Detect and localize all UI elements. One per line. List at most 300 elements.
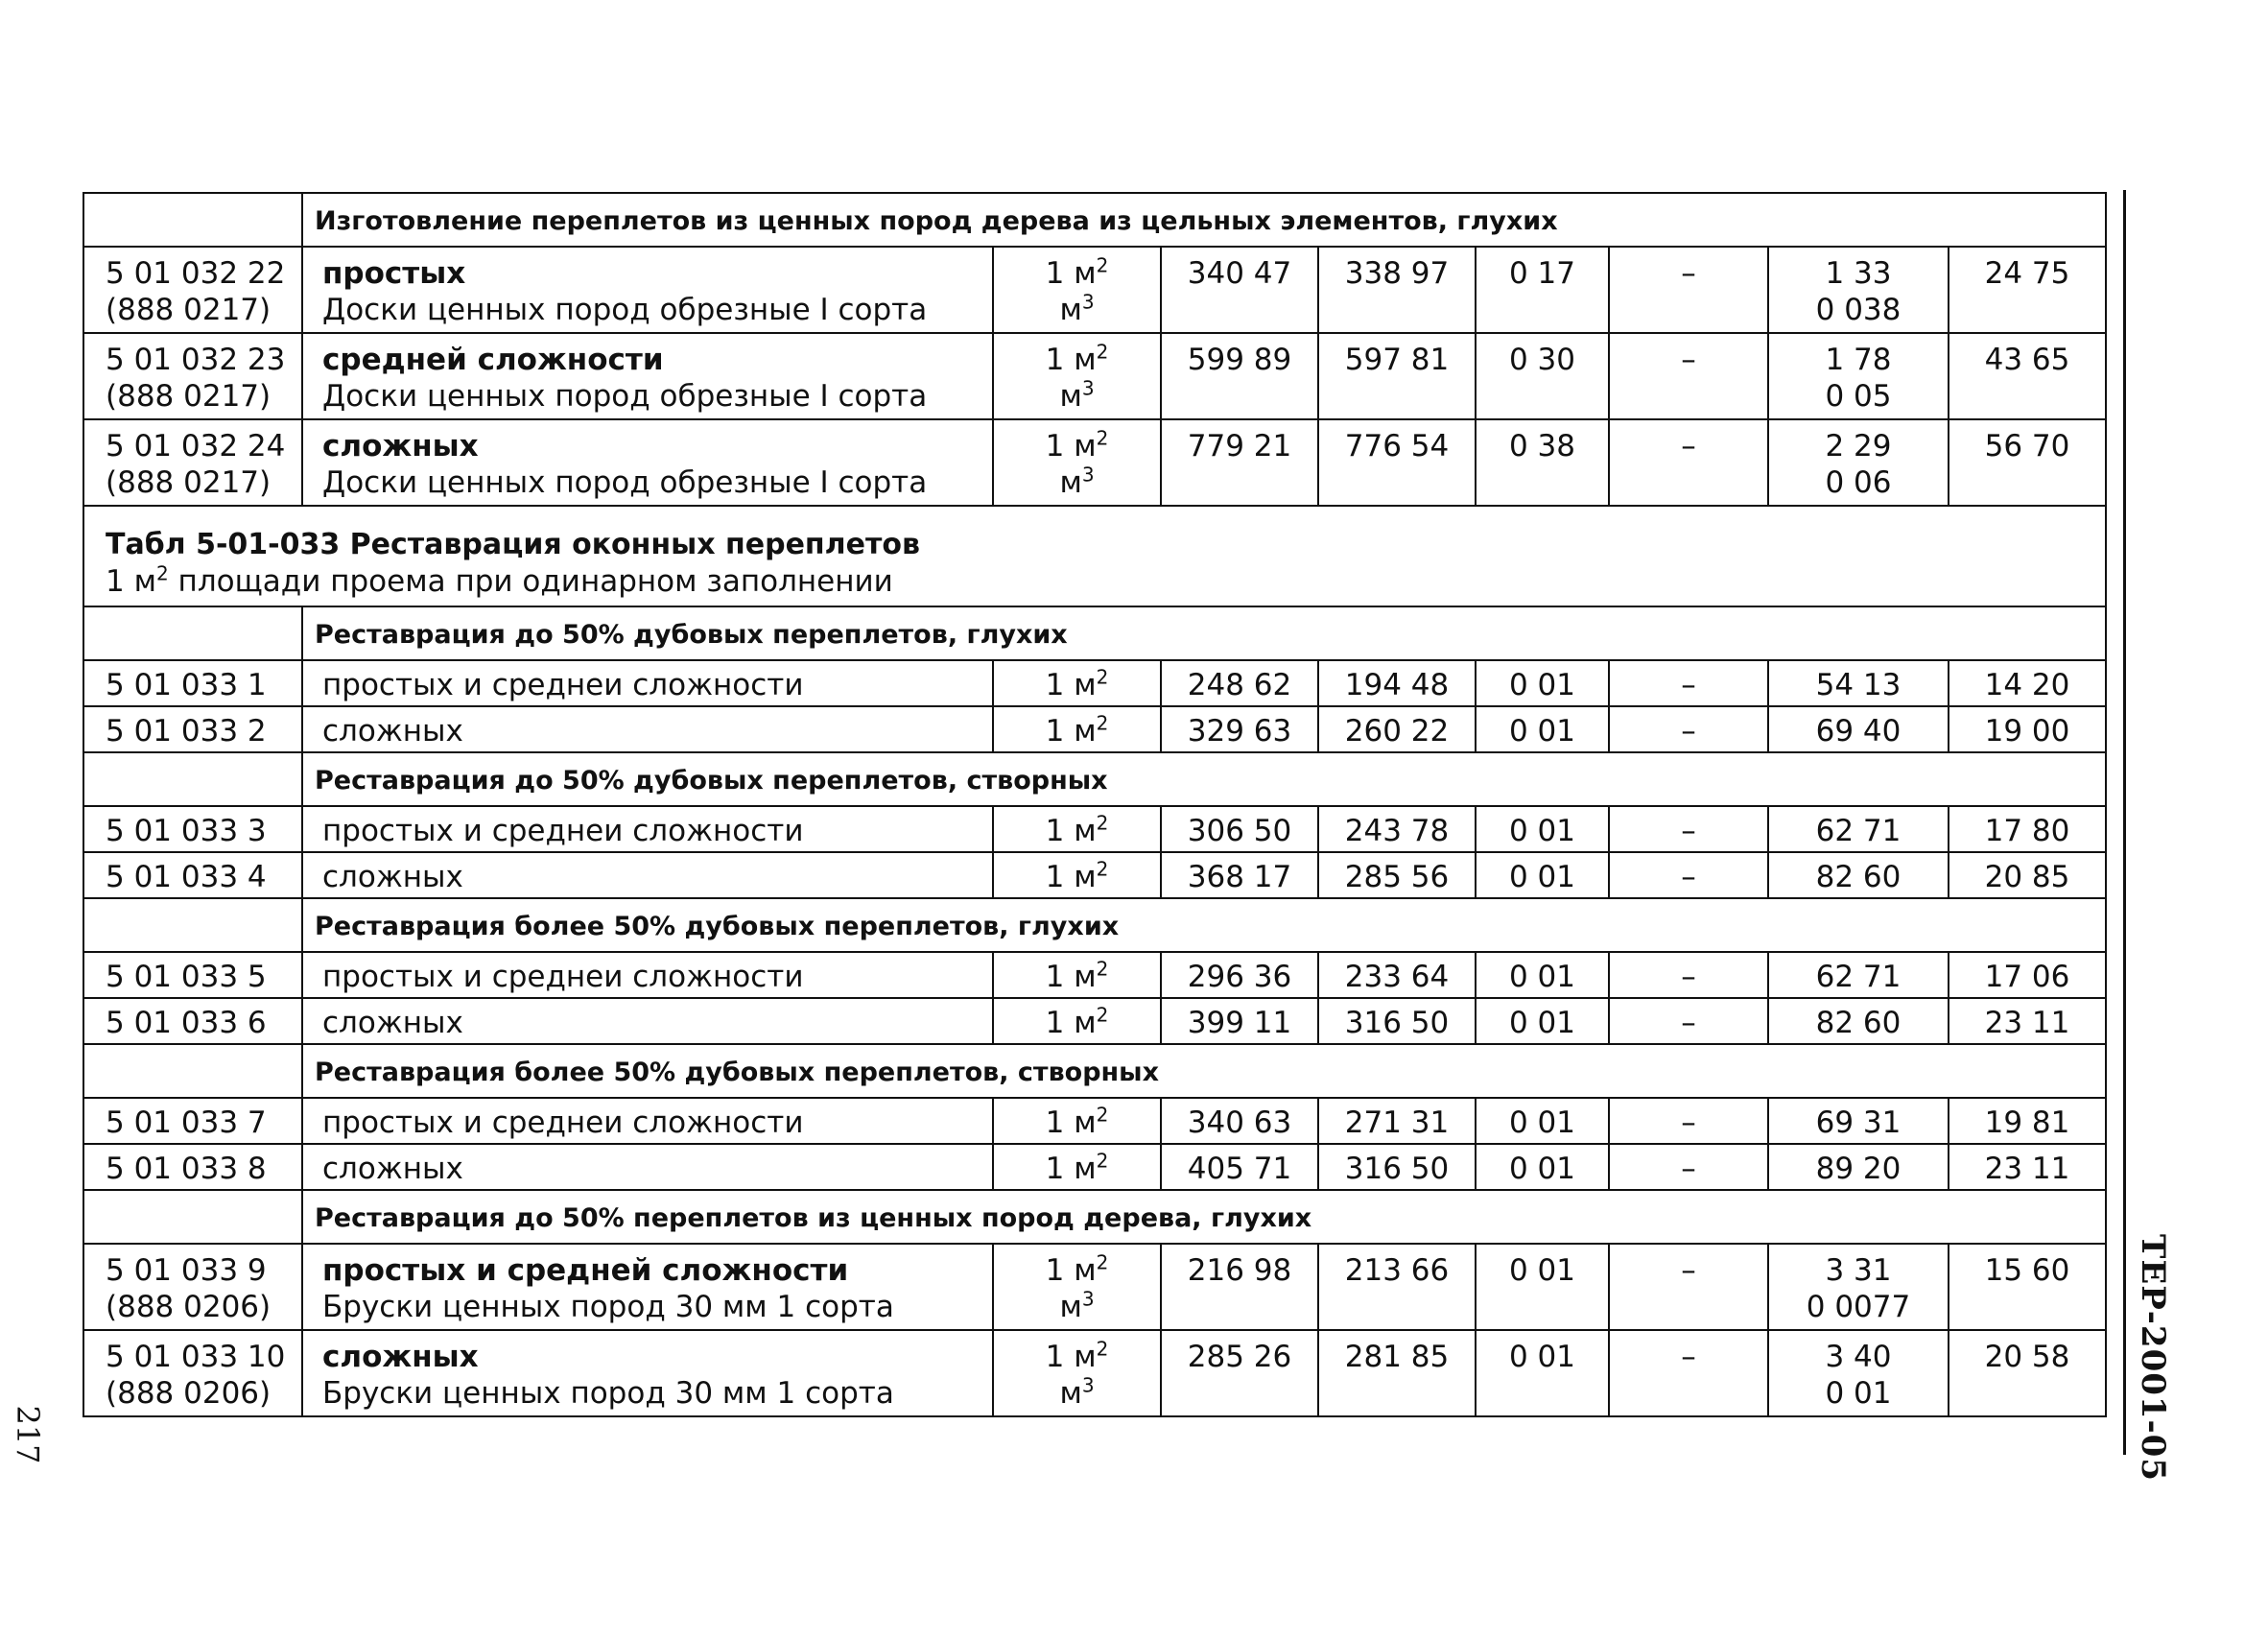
row-value-v4: – [1681,256,1696,291]
row-value-v2: 285 56 [1344,860,1450,894]
table-subtitle-exponent: 2 [155,561,169,585]
row-unit: 1 м [1045,256,1097,291]
row-value-v2-cell [1318,1144,1476,1190]
row-value-v4: – [1681,1105,1696,1140]
row-value-v2-cell [1318,806,1476,852]
group-header [302,1044,2106,1098]
table-row [83,1330,2106,1416]
row-value-v4-cell [1609,706,1768,752]
group-header-text: Реставрация до 50% переплетов из ценных пород дерева, глухих [315,1203,1312,1233]
row-code-cell [83,247,302,333]
row-value-v3: 0 01 [1508,1152,1576,1186]
row-value-v5: 3 40 [1825,1340,1892,1374]
row-code-cell [83,952,302,998]
row-value-v3-cell [1476,247,1609,333]
row-name: средней сложности [322,343,664,377]
row-value-v1: 340 63 [1187,1105,1292,1140]
row-value-v1: 599 89 [1187,343,1292,377]
row-value-v5-cell [1768,806,1949,852]
document-code-text: ТЕР-2001-05 [2134,1234,2172,1482]
row-unit-exponent: 2 [1096,1337,1109,1361]
row-code: 5 01 033 3 [106,814,267,848]
row-value-v2-cell [1318,660,1476,706]
row-value-v2-cell [1318,333,1476,419]
row-unit-cell [993,852,1161,898]
row-value-v3: 0 01 [1508,814,1576,848]
row-value-v6-cell [1949,1098,2106,1144]
row-unit-exponent: 2 [1096,711,1109,735]
row-unit-exponent: 2 [1096,665,1109,689]
group-header [302,193,2106,247]
row-value-v6: 17 80 [1984,814,2070,848]
row-value-v3-cell [1476,998,1609,1044]
row-value-v6-cell [1949,1244,2106,1330]
row-value-v5: 3 31 [1825,1253,1892,1288]
row-value-v4: – [1681,429,1696,463]
row-name: сложных [322,429,479,463]
group-header-code-cell [83,1044,302,1098]
row-value-v6-cell [1949,1330,2106,1416]
row-code-cell [83,660,302,706]
row-value-v4: – [1681,1253,1696,1288]
row-value-v4: – [1681,960,1696,994]
row-value-v5-material: 0 0077 [1806,1290,1911,1324]
row-value-v4: – [1681,1152,1696,1186]
row-value-v1: 285 26 [1187,1340,1292,1374]
row-value-v5: 62 71 [1815,960,1902,994]
row-value-v3-cell [1476,806,1609,852]
row-unit: 1 м [1045,960,1097,994]
row-value-v6-cell [1949,806,2106,852]
row-unit: 1 м [1045,429,1097,463]
row-value-v5-cell [1768,1144,1949,1190]
row-code: 5 01 033 6 [106,1006,267,1040]
row-name: простых и среднеи сложности [322,1105,804,1140]
row-unit-material-exponent: 3 [1081,1373,1095,1397]
row-value-v5-material: 0 038 [1815,293,1902,327]
row-material: Доски ценных пород обрезные I сорта [322,293,928,327]
row-name-cell [302,247,993,333]
row-value-v5-cell [1768,333,1949,419]
row-value-v3-cell [1476,1330,1609,1416]
row-value-v1-cell [1161,852,1318,898]
row-unit-exponent: 2 [1096,857,1109,881]
row-value-v5: 69 31 [1815,1105,1902,1140]
row-unit: 1 м [1045,1006,1097,1040]
row-value-v4-cell [1609,660,1768,706]
row-value-v2: 243 78 [1344,814,1450,848]
row-value-v5: 1 78 [1825,343,1892,377]
row-value-v3-cell [1476,1144,1609,1190]
rates-table [83,192,2107,1417]
row-value-v1-cell [1161,1098,1318,1144]
group-header-text: Реставрация до 50% дубовых переплетов, створных [315,766,1108,796]
row-unit: 1 м [1045,860,1097,894]
row-value-v1-cell [1161,806,1318,852]
row-name: сложных [322,860,463,894]
row-value-v6: 43 65 [1984,343,2070,377]
row-name: сложных [322,1152,463,1186]
row-value-v1-cell [1161,660,1318,706]
row-value-v1: 399 11 [1187,1006,1292,1040]
row-value-v1: 248 62 [1187,668,1292,702]
row-value-v6: 23 11 [1984,1006,2070,1040]
row-unit-exponent: 2 [1096,1003,1109,1027]
row-value-v4-cell [1609,1244,1768,1330]
row-value-v5-cell [1768,998,1949,1044]
group-header-text: Реставрация более 50% дубовых переплетов, глухих [315,912,1120,941]
row-code: 5 01 033 2 [106,714,267,749]
group-header-row [83,752,2106,806]
row-unit: 1 м [1045,668,1097,702]
group-header-text: Реставрация более 50% дубовых переплетов, створных [315,1058,1160,1087]
table-row [83,1244,2106,1330]
row-value-v2-cell [1318,852,1476,898]
row-code: 5 01 032 22 [106,256,286,291]
row-value-v1-cell [1161,998,1318,1044]
row-value-v3-cell [1476,706,1609,752]
page-number [4,1391,52,1478]
table-title-row [83,506,2106,606]
row-value-v6-cell [1949,852,2106,898]
row-code: 5 01 033 1 [106,668,267,702]
row-value-v4-cell [1609,952,1768,998]
row-value-v6: 14 20 [1984,668,2070,702]
row-value-v1: 368 17 [1187,860,1292,894]
table-subtitle-text: площади проема при одинарном заполнении [168,564,893,599]
row-value-v2: 316 50 [1344,1006,1450,1040]
row-code: 5 01 032 23 [106,343,286,377]
row-unit-exponent: 2 [1096,426,1109,450]
row-code: 5 01 033 8 [106,1152,267,1186]
row-unit-exponent: 2 [1096,253,1109,277]
row-name-cell [302,660,993,706]
row-value-v6: 56 70 [1984,429,2070,463]
row-value-v5-cell [1768,419,1949,506]
row-value-v3: 0 01 [1508,860,1576,894]
row-code: 5 01 033 7 [106,1105,267,1140]
row-value-v1-cell [1161,333,1318,419]
row-value-v4: – [1681,814,1696,848]
row-unit-exponent: 2 [1096,340,1109,364]
row-resource-code: (888 0206) [106,1290,272,1324]
table-row [83,419,2106,506]
row-value-v6-cell [1949,660,2106,706]
row-unit-cell [993,247,1161,333]
row-value-v5: 1 33 [1825,256,1892,291]
row-value-v2: 316 50 [1344,1152,1450,1186]
row-value-v5: 82 60 [1815,860,1902,894]
row-value-v1: 779 21 [1187,429,1292,463]
table-row [83,706,2106,752]
row-value-v4: – [1681,714,1696,749]
table-row [83,952,2106,998]
row-value-v1-cell [1161,706,1318,752]
row-unit-material: м [1059,465,1082,500]
row-unit: 1 м [1045,343,1097,377]
row-material: Бруски ценных пород 30 мм 1 сорта [322,1376,894,1411]
row-unit-material: м [1059,293,1082,327]
group-header [302,606,2106,660]
group-header-code-cell [83,752,302,806]
row-resource-code: (888 0217) [106,379,272,414]
row-value-v3-cell [1476,660,1609,706]
row-name: простых и среднеи сложности [322,668,804,702]
row-value-v1-cell [1161,247,1318,333]
row-value-v6-cell [1949,419,2106,506]
row-value-v5: 54 13 [1815,668,1902,702]
row-value-v2-cell [1318,706,1476,752]
row-value-v6: 17 06 [1984,960,2070,994]
group-header-text: Изготовление переплетов из ценных пород дерева из цельных элементов, глухих [315,206,1558,236]
row-value-v6: 20 58 [1984,1340,2070,1374]
row-value-v1-cell [1161,419,1318,506]
row-value-v3: 0 01 [1508,668,1576,702]
row-value-v4-cell [1609,1144,1768,1190]
row-unit-exponent: 2 [1096,1149,1109,1173]
row-value-v5: 82 60 [1815,1006,1902,1040]
row-value-v3-cell [1476,1098,1609,1144]
row-value-v4: – [1681,860,1696,894]
row-value-v3-cell [1476,852,1609,898]
row-value-v4-cell [1609,852,1768,898]
table-subtitle-unit: 1 м [106,564,156,599]
row-name: сложных [322,1340,479,1374]
row-value-v1: 296 36 [1187,960,1292,994]
table-subtitle [106,561,893,599]
row-code-cell [83,419,302,506]
group-header [302,1190,2106,1244]
row-value-v4: – [1681,343,1696,377]
row-value-v1: 340 47 [1187,256,1292,291]
row-value-v2: 338 97 [1344,256,1450,291]
row-unit: 1 м [1045,1253,1097,1288]
row-unit-material-exponent: 3 [1081,376,1095,400]
row-value-v2: 271 31 [1344,1105,1450,1140]
row-unit-cell [993,706,1161,752]
row-value-v2: 260 22 [1344,714,1450,749]
row-value-v2-cell [1318,247,1476,333]
row-name: сложных [322,714,463,749]
row-value-v5: 62 71 [1815,814,1902,848]
group-header-code-cell [83,898,302,952]
row-value-v3-cell [1476,1244,1609,1330]
row-value-v2-cell [1318,419,1476,506]
group-header-code-cell [83,193,302,247]
row-value-v5-cell [1768,1244,1949,1330]
row-resource-code: (888 0217) [106,293,272,327]
table-row [83,1098,2106,1144]
row-value-v2-cell [1318,1244,1476,1330]
row-unit-cell [993,1330,1161,1416]
row-name-cell [302,1244,993,1330]
row-value-v5: 89 20 [1815,1152,1902,1186]
row-unit-cell [993,1244,1161,1330]
row-value-v4-cell [1609,806,1768,852]
row-unit-material-exponent: 3 [1081,1287,1095,1311]
row-code-cell [83,1330,302,1416]
row-name-cell [302,1144,993,1190]
row-value-v3: 0 30 [1508,343,1576,377]
row-code-cell [83,333,302,419]
row-value-v2: 194 48 [1344,668,1450,702]
row-value-v2: 776 54 [1344,429,1450,463]
row-value-v6: 19 00 [1984,714,2070,749]
row-value-v4: – [1681,668,1696,702]
row-value-v4-cell [1609,419,1768,506]
row-value-v2: 213 66 [1344,1253,1450,1288]
page-number-text: 217 [10,1405,46,1464]
row-unit-cell [993,806,1161,852]
row-code: 5 01 033 4 [106,860,267,894]
group-header [302,898,2106,952]
row-code-cell [83,1244,302,1330]
row-unit-material: м [1059,1376,1082,1411]
row-material: Бруски ценных пород 30 мм 1 сорта [322,1290,894,1324]
row-code-cell [83,1098,302,1144]
row-value-v3: 0 01 [1508,960,1576,994]
row-name: простых и средней сложности [322,1253,849,1288]
row-value-v6: 20 85 [1984,860,2070,894]
row-value-v4-cell [1609,1330,1768,1416]
row-name: простых [322,256,466,291]
row-unit-material: м [1059,1290,1082,1324]
row-value-v4-cell [1609,1098,1768,1144]
row-value-v1: 405 71 [1187,1152,1292,1186]
table-title-cell [83,506,2106,606]
row-value-v3: 0 01 [1508,1253,1576,1288]
row-value-v3: 0 01 [1508,1340,1576,1374]
row-unit-exponent: 2 [1096,957,1109,981]
row-name-cell [302,706,993,752]
row-value-v3: 0 01 [1508,1105,1576,1140]
row-value-v5-cell [1768,660,1949,706]
row-value-v6: 23 11 [1984,1152,2070,1186]
row-value-v5-cell [1768,706,1949,752]
row-value-v6: 24 75 [1984,256,2070,291]
row-value-v5: 2 29 [1825,429,1892,463]
row-resource-code: (888 0206) [106,1376,272,1411]
row-unit-cell [993,1098,1161,1144]
row-value-v5: 69 40 [1815,714,1902,749]
row-value-v6-cell [1949,247,2106,333]
table-row [83,247,2106,333]
row-value-v3: 0 01 [1508,1006,1576,1040]
row-unit-exponent: 2 [1096,1103,1109,1127]
row-value-v6-cell [1949,706,2106,752]
row-unit-material-exponent: 3 [1081,463,1095,487]
table-row [83,998,2106,1044]
row-name-cell [302,419,993,506]
row-name-cell [302,998,993,1044]
row-value-v4: – [1681,1340,1696,1374]
row-value-v2: 233 64 [1344,960,1450,994]
row-value-v5-cell [1768,852,1949,898]
row-value-v3-cell [1476,419,1609,506]
row-value-v1: 329 63 [1187,714,1292,749]
row-code-cell [83,852,302,898]
row-value-v1-cell [1161,1330,1318,1416]
row-value-v6-cell [1949,952,2106,998]
row-value-v3: 0 17 [1508,256,1576,291]
row-value-v3-cell [1476,952,1609,998]
row-name-cell [302,952,993,998]
row-value-v5-cell [1768,952,1949,998]
row-value-v2-cell [1318,952,1476,998]
row-name-cell [302,333,993,419]
table-row [83,333,2106,419]
row-value-v5-cell [1768,247,1949,333]
row-value-v6: 19 81 [1984,1105,2070,1140]
group-header-code-cell [83,606,302,660]
row-unit-cell [993,998,1161,1044]
row-unit: 1 м [1045,814,1097,848]
row-value-v6-cell [1949,1144,2106,1190]
table-row [83,806,2106,852]
row-code-cell [83,806,302,852]
row-value-v4-cell [1609,998,1768,1044]
group-header [302,752,2106,806]
row-name: сложных [322,1006,463,1040]
group-header-row [83,1044,2106,1098]
row-value-v5-material: 0 01 [1825,1376,1892,1411]
row-name: простых и среднеи сложности [322,960,804,994]
row-code: 5 01 033 10 [106,1340,286,1374]
row-unit-material: м [1059,379,1082,414]
row-value-v2-cell [1318,998,1476,1044]
row-value-v5-cell [1768,1098,1949,1144]
row-material: Доски ценных пород обрезные I сорта [322,379,928,414]
group-header-row [83,898,2106,952]
row-value-v4: – [1681,1006,1696,1040]
row-unit: 1 м [1045,1105,1097,1140]
row-value-v1: 216 98 [1187,1253,1292,1288]
row-material: Доски ценных пород обрезные I сорта [322,465,928,500]
row-unit: 1 м [1045,714,1097,749]
rates-table-sheet [83,192,2105,1417]
row-value-v6-cell [1949,998,2106,1044]
row-value-v4-cell [1609,247,1768,333]
row-value-v5-material: 0 06 [1825,465,1892,500]
row-code: 5 01 033 5 [106,960,267,994]
row-value-v6-cell [1949,333,2106,419]
row-value-v1-cell [1161,1144,1318,1190]
group-header-row [83,1190,2106,1244]
row-code-cell [83,706,302,752]
row-value-v1-cell [1161,952,1318,998]
row-value-v6: 15 60 [1984,1253,2070,1288]
row-name-cell [302,852,993,898]
document-code-label [2124,1234,2182,1482]
row-value-v3-cell [1476,333,1609,419]
row-name-cell [302,1098,993,1144]
row-unit-cell [993,1144,1161,1190]
group-header-row [83,193,2106,247]
row-value-v1: 306 50 [1187,814,1292,848]
row-code-cell [83,1144,302,1190]
row-unit-exponent: 2 [1096,811,1109,835]
row-resource-code: (888 0217) [106,465,272,500]
row-value-v5-material: 0 05 [1825,379,1892,414]
row-unit: 1 м [1045,1340,1097,1374]
row-unit: 1 м [1045,1152,1097,1186]
row-unit-exponent: 2 [1096,1250,1109,1274]
table-row [83,1144,2106,1190]
table-row [83,852,2106,898]
row-value-v3: 0 38 [1508,429,1576,463]
row-code: 5 01 032 24 [106,429,286,463]
row-name-cell [302,1330,993,1416]
